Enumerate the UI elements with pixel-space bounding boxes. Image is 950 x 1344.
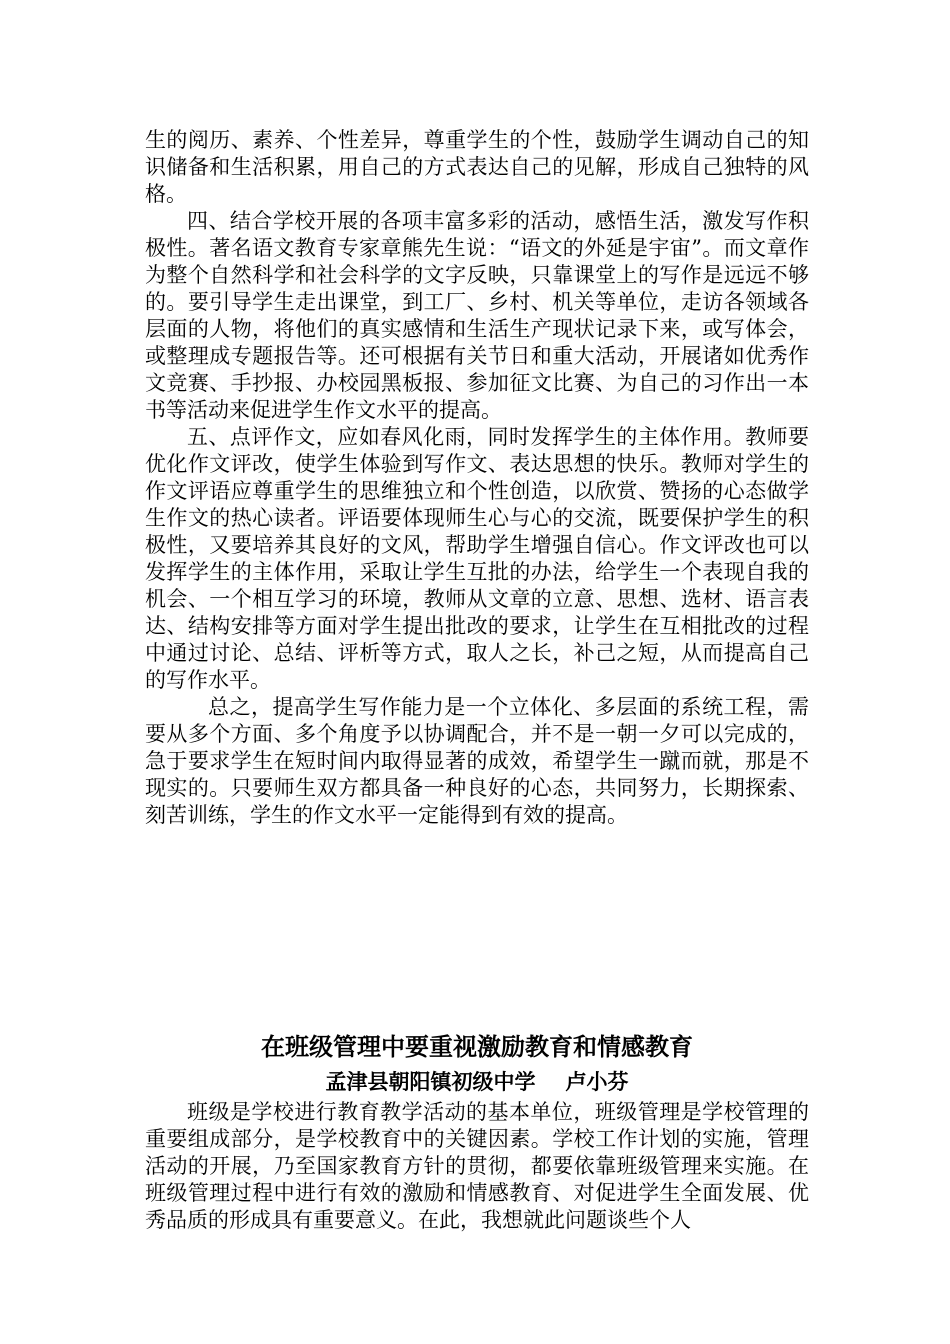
article-body [145,1099,809,1234]
essay-ending-section [145,127,809,829]
author-name: 卢小芬 [565,1070,629,1094]
article-title: 在班级管理中要重视激励教育和情感教育 [261,1033,693,1061]
paragraph-point-four: 四、结合学校开展的各项丰富多彩的活动，感悟生活，激发写作积极性。著名语文教育专家章熊先生说：“语文的外延是宇宙”。而文章作为整个自然科学和社会科学的文字反映，只靠课堂上的写作是远远不够的。要引导学生走出课堂，到工厂、乡村、机关等单位，走访各领域各层面的人物，将他们的真实感情和生活生产现状记录下来，或写体会，或整理成专题报告等。还可根据有关节日和重大活动，开展诸如优秀作文竞赛、手抄报、办校园黑板报、参加征文比赛、为自己的习作出一本书等活动来促进学生作文水平的提高。 [145,209,809,422]
author-school: 孟津县朝阳镇初级中学 [325,1070,536,1094]
paragraph-continued: 生的阅历、素养、个性差异，尊重学生的个性，鼓励学生调动自己的知识储备和生活积累，用自己的方式表达自己的见解，形成自己独特的风格。 [145,128,809,206]
paragraph-point-five: 五、点评作文，应如春风化雨，同时发挥学生的主体作用。教师要优化作文评改，使学生体验到写作文、表达思想的快乐。教师对学生的作文评语应尊重学生的思维独立和个性创造，以欣赏、赞扬的心态做学生作文的热心读者。评语要体现师生心与心的交流，既要保护学生的积极性，又要培养其良好的文风，帮助学生增强自信心。作文评改也可以发挥学生的主体作用，采取让学生互批的办法，给学生一个表现自我的机会、一个相互学习的环境，教师从文章的立意、思想、选材、语言表达、结构安排等方面对学生提出批改的要求，让学生在互相批改的过程中通过讨论、总结、评析等方式，取人之长，补己之短，从而提高自己的写作水平。 [145,425,809,692]
paragraph-intro: 班级是学校进行教育教学活动的基本单位，班级管理是学校管理的重要组成部分，是学校教育中的关键因素。学校工作计划的实施，管理活动的开展，乃至国家教育方针的贯彻，都要依靠班级管理来实施。在班级管理过程中进行有效的激励和情感教育、对促进学生全面发展、优秀品质的形成具有重要意义。在此，我想就此问题谈些个人 [145,1100,809,1232]
paragraph-conclusion: 总之，提高学生写作能力是一个立体化、多层面的系统工程，需要从多个方面、多个角度予以协调配合，并不是一朝一夕可以完成的，急于要求学生在短时间内取得显著的成效，希望学生一蹴而就，那是不现实的。只要师生双方都具备一种良好的心态，共同努力，长期探索、刻苦训练，学生的作文水平一定能得到有效的提高。 [145,695,809,827]
article-byline [145,1069,809,1096]
